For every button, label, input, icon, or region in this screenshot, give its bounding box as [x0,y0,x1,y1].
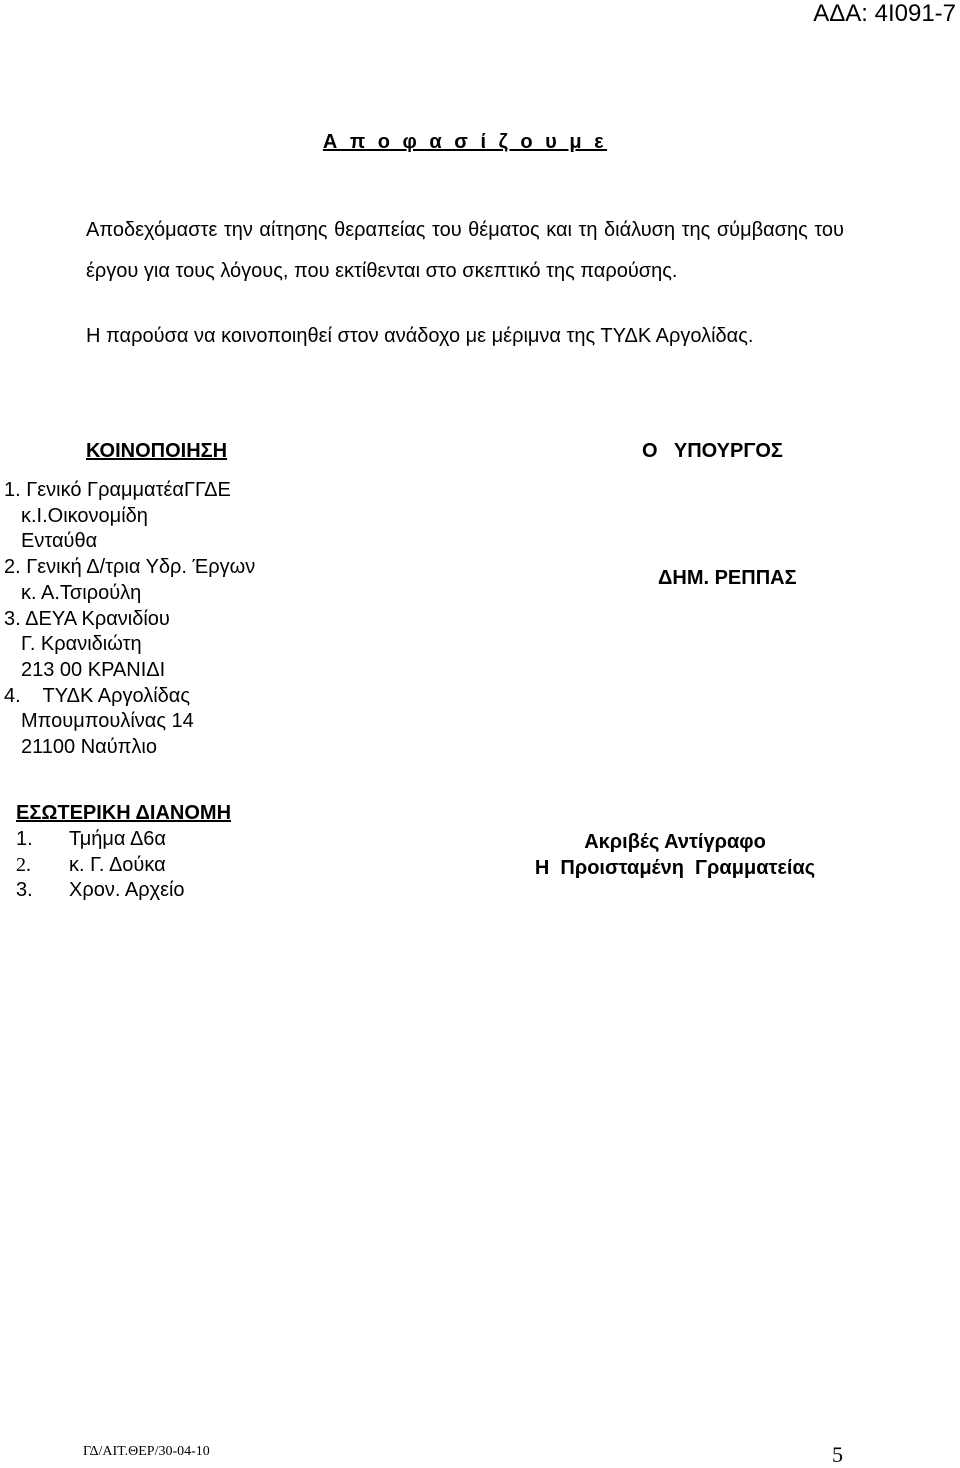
notification-line: Γ. Κρανιδιώτη [21,633,142,656]
list-item [16,853,236,879]
minister-name: ΔΗΜ. ΡΕΠΠΑΣ [658,567,797,589]
certified-copy-block [500,829,850,881]
secretariat-head-label: Η Προισταμένη Γραμματείας [534,857,816,879]
notification-line: 4. ΤΥΔΚ Αργολίδας [4,684,191,707]
list-item-text: κ. Γ. Δούκα [69,853,166,876]
list-item [16,878,236,904]
notification-line: 3. ΔΕΥΑ Κρανιδίου [4,607,170,630]
page-number: 5 [832,1442,843,1467]
notification-line: κ.Ι.Οικονομίδη [21,504,148,527]
minister-title: Ο ΥΠΟΥΡΓΟΣ [642,440,783,462]
notification-line: Ενταύθα [21,530,98,553]
notification-line: 2. Γενική Δ/τρια Υδρ. Έργων [4,556,256,579]
list-item-number: 3. [16,879,33,901]
list-item-text: Χρον. Αρχείο [69,879,185,901]
decision-heading: Α π ο φ α σ ί ζ ο υ μ ε [322,131,608,153]
list-item-number: 2. [16,853,31,876]
ada-code: ΑΔΑ: 4Ι091-7 [813,0,956,27]
internal-distribution-title: ΕΣΩΤΕΡΙΚΗ ΔΙΑΝΟΜΗ [16,802,232,824]
list-item-text: Τμήμα Δ6α [69,828,166,850]
decision-paragraph-1: Αποδεχόμαστε την αίτησης θεραπείας του θέματος και τη διάλυση της σύμβασης του έργου για τους λόγους, που εκτίθενται στο σκεπτικό της παρούσης. [86,219,844,282]
decision-paragraph-2: Η παρούσα να κοινοποιηθεί στον ανάδοχο με μέριμνα της ΤΥΔΚ Αργολίδας. [86,325,754,347]
notification-list [4,478,255,761]
notification-line: 1. Γενικό ΓραμματέαΓΓΔΕ [4,479,231,501]
list-item [16,827,236,853]
notification-line: 21100 Ναύπλιο [21,736,157,759]
certified-copy-label: Ακριβές Αντίγραφο [584,831,766,853]
notification-line: κ. Α.Τσιρούλη [21,581,142,604]
footer-reference: ΓΔ/ΑΙΤ.ΘΕΡ/30-04-10 [83,1444,210,1459]
internal-distribution-list [16,827,236,904]
notification-line: Μπουμπουλίνας 14 [21,710,194,733]
notification-line: 213 00 ΚΡΑΝΙΔΙ [21,658,166,681]
notification-title: ΚΟΙΝΟΠΟΙΗΣΗ [86,440,228,462]
list-item-number: 1. [16,828,33,850]
